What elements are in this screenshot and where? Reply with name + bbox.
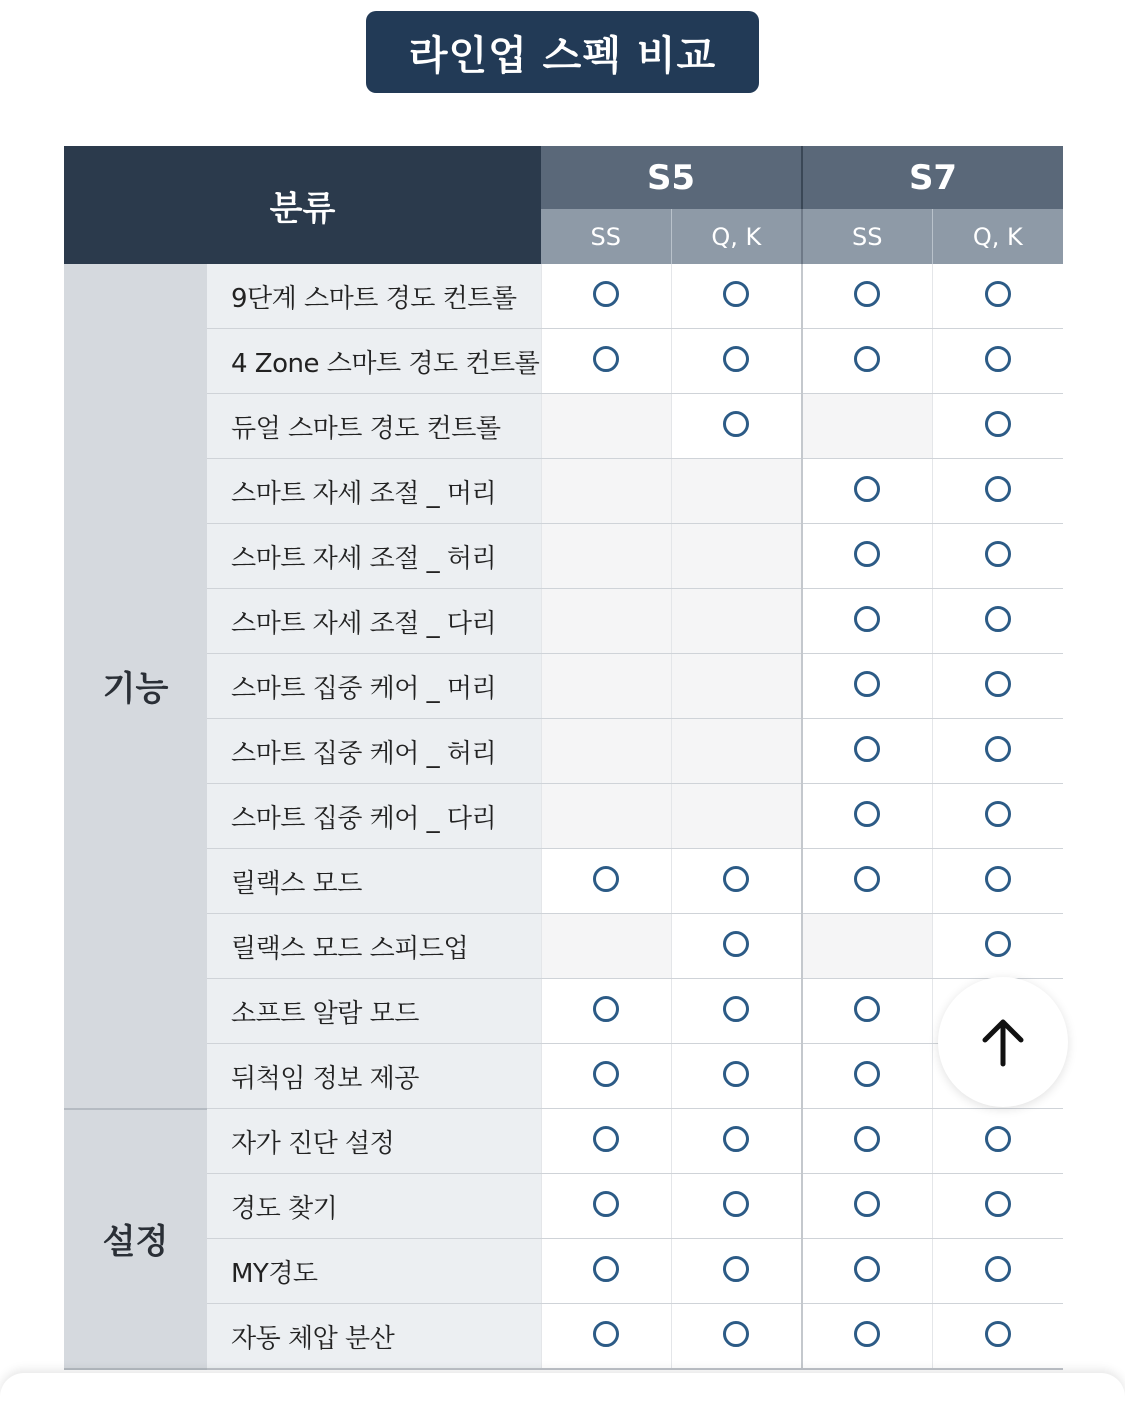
circle-icon (723, 1256, 749, 1282)
circle-icon (723, 1061, 749, 1087)
table-row (64, 849, 1063, 914)
feature-label: 자동 체압 분산 (207, 1304, 541, 1370)
circle-icon (985, 606, 1011, 632)
value-cell-available (541, 979, 671, 1044)
circle-icon (723, 931, 749, 957)
value-cell-empty (541, 914, 671, 979)
circle-icon (854, 541, 880, 567)
value-cell-available (802, 524, 932, 589)
header-model-s7: S7 (802, 146, 1063, 209)
value-cell-empty (671, 589, 802, 654)
circle-icon (985, 866, 1011, 892)
value-cell-empty (541, 459, 671, 524)
value-cell-available (932, 849, 1063, 914)
value-cell-empty (671, 524, 802, 589)
value-cell-available (932, 1109, 1063, 1174)
value-cell-available (671, 329, 802, 394)
table-row (64, 654, 1063, 719)
arrow-up-icon (975, 1014, 1031, 1070)
circle-icon (854, 1256, 880, 1282)
value-cell-available (932, 589, 1063, 654)
feature-label: 자가 진단 설정 (207, 1109, 541, 1174)
value-cell-available (802, 459, 932, 524)
value-cell-empty (541, 524, 671, 589)
header-category: 분류 (64, 146, 541, 264)
circle-icon (985, 736, 1011, 762)
table-row (64, 1304, 1063, 1370)
value-cell-available (932, 1239, 1063, 1304)
value-cell-available (802, 1174, 932, 1239)
header-sub-s5-ss: SS (541, 209, 671, 264)
value-cell-available (671, 1239, 802, 1304)
circle-icon (593, 1321, 619, 1347)
value-cell-available (802, 329, 932, 394)
value-cell-available (671, 264, 802, 329)
value-cell-empty (541, 394, 671, 459)
value-cell-available (802, 979, 932, 1044)
circle-icon (723, 1126, 749, 1152)
spec-comparison-table (64, 146, 1063, 1370)
circle-icon (723, 1321, 749, 1347)
value-cell-available (932, 264, 1063, 329)
value-cell-empty (671, 784, 802, 849)
feature-label: 듀얼 스마트 경도 컨트롤 (207, 394, 541, 459)
circle-icon (854, 1061, 880, 1087)
value-cell-available (802, 264, 932, 329)
header-sub-s7-qk: Q, K (932, 209, 1063, 264)
circle-icon (985, 1126, 1011, 1152)
circle-icon (723, 346, 749, 372)
value-cell-available (802, 849, 932, 914)
value-cell-available (671, 1044, 802, 1109)
table-row (64, 394, 1063, 459)
table-row (64, 1174, 1063, 1239)
value-cell-available (802, 719, 932, 784)
value-cell-available (541, 1239, 671, 1304)
table-row (64, 1109, 1063, 1174)
circle-icon (723, 996, 749, 1022)
circle-icon (985, 671, 1011, 697)
table-row (64, 719, 1063, 784)
circle-icon (723, 1191, 749, 1217)
value-cell-available (932, 654, 1063, 719)
spec-comparison-table-wrapper (64, 146, 1062, 1370)
page-title: 라인업 스펙 비교 (366, 11, 759, 93)
circle-icon (593, 1191, 619, 1217)
value-cell-empty (671, 654, 802, 719)
scroll-to-top-button[interactable] (938, 977, 1068, 1107)
value-cell-available (671, 979, 802, 1044)
circle-icon (593, 1061, 619, 1087)
value-cell-available (932, 1174, 1063, 1239)
circle-icon (985, 801, 1011, 827)
header-model-s5: S5 (541, 146, 802, 209)
value-cell-empty (541, 719, 671, 784)
value-cell-available (932, 1304, 1063, 1370)
value-cell-available (671, 1109, 802, 1174)
circle-icon (854, 476, 880, 502)
circle-icon (854, 801, 880, 827)
circle-icon (985, 931, 1011, 957)
header-sub-s5-qk: Q, K (671, 209, 802, 264)
table-row (64, 784, 1063, 849)
circle-icon (985, 476, 1011, 502)
circle-icon (593, 1256, 619, 1282)
circle-icon (854, 736, 880, 762)
value-cell-available (541, 1304, 671, 1370)
feature-label: 스마트 집중 케어 _ 머리 (207, 654, 541, 719)
circle-icon (854, 346, 880, 372)
value-cell-empty (541, 784, 671, 849)
value-cell-available (541, 329, 671, 394)
value-cell-available (671, 914, 802, 979)
header-sub-s7-ss: SS (802, 209, 932, 264)
value-cell-empty (802, 914, 932, 979)
feature-label: 스마트 집중 케어 _ 다리 (207, 784, 541, 849)
table-row (64, 589, 1063, 654)
value-cell-available (932, 524, 1063, 589)
circle-icon (854, 1126, 880, 1152)
value-cell-available (802, 1239, 932, 1304)
value-cell-empty (802, 394, 932, 459)
circle-icon (593, 281, 619, 307)
value-cell-empty (671, 459, 802, 524)
value-cell-available (932, 914, 1063, 979)
category-label: 설정 (64, 1109, 207, 1370)
table-row (64, 264, 1063, 329)
value-cell-available (541, 1044, 671, 1109)
circle-icon (593, 1126, 619, 1152)
table-row (64, 329, 1063, 394)
feature-label: 경도 찾기 (207, 1174, 541, 1239)
circle-icon (985, 281, 1011, 307)
value-cell-available (932, 459, 1063, 524)
table-row (64, 1239, 1063, 1304)
value-cell-available (802, 1304, 932, 1370)
table-row (64, 459, 1063, 524)
circle-icon (593, 996, 619, 1022)
feature-label: 릴랙스 모드 스피드업 (207, 914, 541, 979)
value-cell-available (932, 784, 1063, 849)
feature-label: 스마트 자세 조절 _ 허리 (207, 524, 541, 589)
feature-label: 뒤척임 정보 제공 (207, 1044, 541, 1109)
circle-icon (985, 411, 1011, 437)
circle-icon (723, 281, 749, 307)
feature-label: 스마트 집중 케어 _ 허리 (207, 719, 541, 784)
table-row (64, 524, 1063, 589)
feature-label: 9단계 스마트 경도 컨트롤 (207, 264, 541, 329)
feature-label: 스마트 자세 조절 _ 머리 (207, 459, 541, 524)
circle-icon (854, 281, 880, 307)
circle-icon (723, 411, 749, 437)
category-label: 기능 (64, 264, 207, 1109)
feature-label: MY경도 (207, 1239, 541, 1304)
value-cell-empty (541, 654, 671, 719)
value-cell-available (671, 394, 802, 459)
value-cell-available (671, 849, 802, 914)
value-cell-available (802, 1109, 932, 1174)
circle-icon (985, 1321, 1011, 1347)
circle-icon (593, 866, 619, 892)
value-cell-available (541, 1109, 671, 1174)
value-cell-available (932, 329, 1063, 394)
circle-icon (723, 866, 749, 892)
circle-icon (593, 346, 619, 372)
value-cell-available (932, 394, 1063, 459)
value-cell-empty (671, 719, 802, 784)
bottom-sheet (0, 1373, 1125, 1403)
feature-label: 스마트 자세 조절 _ 다리 (207, 589, 541, 654)
value-cell-empty (541, 589, 671, 654)
feature-label: 릴랙스 모드 (207, 849, 541, 914)
value-cell-available (671, 1174, 802, 1239)
feature-label: 4 Zone 스마트 경도 컨트롤 (207, 329, 541, 394)
value-cell-available (671, 1304, 802, 1370)
value-cell-available (541, 849, 671, 914)
value-cell-available (802, 654, 932, 719)
value-cell-available (932, 719, 1063, 784)
circle-icon (854, 671, 880, 697)
table-row (64, 914, 1063, 979)
table-row (64, 1044, 1063, 1109)
circle-icon (854, 996, 880, 1022)
value-cell-available (541, 1174, 671, 1239)
value-cell-available (802, 589, 932, 654)
table-row (64, 979, 1063, 1044)
circle-icon (854, 1191, 880, 1217)
circle-icon (985, 1191, 1011, 1217)
value-cell-available (802, 1044, 932, 1109)
value-cell-available (541, 264, 671, 329)
circle-icon (854, 606, 880, 632)
circle-icon (985, 1256, 1011, 1282)
feature-label: 소프트 알람 모드 (207, 979, 541, 1044)
circle-icon (985, 541, 1011, 567)
value-cell-available (802, 784, 932, 849)
circle-icon (854, 866, 880, 892)
circle-icon (854, 1321, 880, 1347)
spec-table-body (64, 264, 1063, 1369)
circle-icon (985, 346, 1011, 372)
